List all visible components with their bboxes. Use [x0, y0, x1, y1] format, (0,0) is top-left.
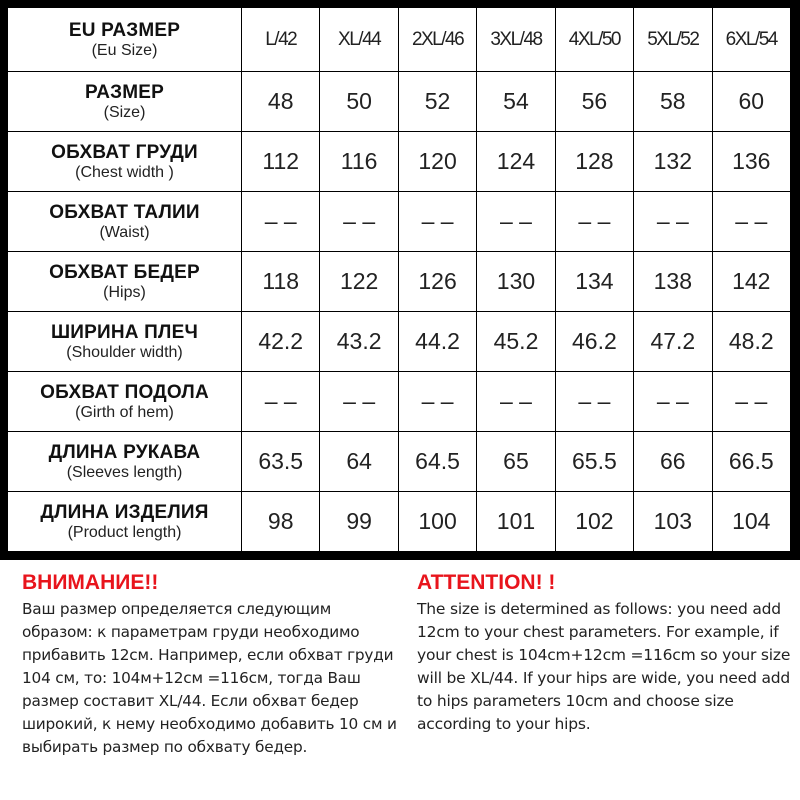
table-row: [8, 312, 791, 372]
value-cell: 50: [320, 72, 398, 132]
value-cell: – –: [555, 192, 633, 252]
table-row: [8, 132, 791, 192]
value-cell: 63.5: [242, 432, 320, 492]
notes-section: [0, 560, 800, 800]
row-label-en: (Chest width ): [75, 163, 174, 181]
value-cell: 122: [320, 252, 398, 312]
value-cell: 64.5: [398, 432, 476, 492]
table-row: [8, 492, 791, 552]
value-cell: 104: [712, 492, 790, 552]
size-header-cell: 5XL/52: [634, 8, 712, 72]
size-header-cell: L/42: [242, 8, 320, 72]
value-cell: 56: [555, 72, 633, 132]
value-cell: 120: [398, 132, 476, 192]
row-label-cell: [8, 372, 242, 432]
value-cell: – –: [320, 192, 398, 252]
value-cell: 142: [712, 252, 790, 312]
value-cell: 126: [398, 252, 476, 312]
value-cell: 42.2: [242, 312, 320, 372]
value-cell: 112: [242, 132, 320, 192]
value-cell: 103: [634, 492, 712, 552]
row-label-cell: [8, 252, 242, 312]
row-label-ru: ОБХВАТ ГРУДИ: [51, 141, 198, 163]
value-cell: 65: [477, 432, 555, 492]
value-cell: 65.5: [555, 432, 633, 492]
value-cell: 60: [712, 72, 790, 132]
row-label-ru: ОБХВАТ ПОДОЛА: [40, 381, 209, 403]
header-label-ru: EU РАЗМЕР: [68, 19, 181, 41]
row-label-ru: ДЛИНА РУКАВА: [48, 441, 201, 463]
row-label-cell: [8, 72, 242, 132]
row-label-cell: [8, 192, 242, 252]
value-cell: 48.2: [712, 312, 790, 372]
row-label-ru: ОБХВАТ БЕДЕР: [49, 261, 200, 283]
value-cell: – –: [242, 192, 320, 252]
row-label-cell: [8, 492, 242, 552]
note-english-title: ATTENTION! !: [417, 571, 556, 594]
value-cell: 99: [320, 492, 398, 552]
value-cell: 47.2: [634, 312, 712, 372]
row-label-ru: РАЗМЕР: [85, 81, 164, 103]
value-cell: 102: [555, 492, 633, 552]
value-cell: 134: [555, 252, 633, 312]
row-label-en: (Hips): [103, 283, 146, 301]
row-label-cell: [8, 132, 242, 192]
table-row: [8, 432, 791, 492]
value-cell: 66.5: [712, 432, 790, 492]
header-label-cell: [8, 8, 242, 72]
header-label-en: (Eu Size): [91, 41, 158, 59]
value-cell: 52: [398, 72, 476, 132]
row-label-en: (Size): [103, 103, 146, 121]
note-russian: [22, 570, 402, 759]
value-cell: – –: [477, 372, 555, 432]
row-label-en: (Product length): [67, 523, 182, 541]
row-label-ru: ШИРИНА ПЛЕЧ: [50, 321, 198, 343]
row-label-ru: ДЛИНА ИЗДЕЛИЯ: [40, 501, 209, 523]
value-cell: 138: [634, 252, 712, 312]
note-russian-body: Ваш размер определяется следующим образом: к параметрам груди необходимо прибавить 12см. Например, если обхват груди 104 см, то: 104м+12см =116см, тогда Ваш размер составит XL/44. Если обхват бедер широкий, к нему необходимо добавить 10 см и выбирать размер по обхвату бедер.: [22, 600, 397, 756]
value-cell: 66: [634, 432, 712, 492]
value-cell: 54: [477, 72, 555, 132]
table-header-row: [8, 8, 791, 72]
value-cell: 128: [555, 132, 633, 192]
row-label-cell: [8, 312, 242, 372]
size-header-cell: 2XL/46: [398, 8, 476, 72]
value-cell: 43.2: [320, 312, 398, 372]
value-cell: 101: [477, 492, 555, 552]
note-russian-title: ВНИМАНИЕ!!: [22, 571, 159, 594]
row-label-cell: [8, 432, 242, 492]
row-label-en: (Waist): [99, 223, 150, 241]
value-cell: 100: [398, 492, 476, 552]
value-cell: 116: [320, 132, 398, 192]
row-label-en: (Shoulder width): [66, 343, 183, 361]
table-row: [8, 372, 791, 432]
value-cell: – –: [477, 192, 555, 252]
table-row: [8, 252, 791, 312]
value-cell: – –: [555, 372, 633, 432]
value-cell: – –: [320, 372, 398, 432]
size-header-cell: 3XL/48: [477, 8, 555, 72]
value-cell: 44.2: [398, 312, 476, 372]
value-cell: – –: [398, 372, 476, 432]
value-cell: 58: [634, 72, 712, 132]
value-cell: – –: [634, 372, 712, 432]
value-cell: 132: [634, 132, 712, 192]
size-chart-table: [7, 7, 791, 552]
value-cell: 46.2: [555, 312, 633, 372]
value-cell: 124: [477, 132, 555, 192]
size-header-cell: 4XL/50: [555, 8, 633, 72]
table-row: [8, 192, 791, 252]
row-label-en: (Sleeves length): [66, 463, 183, 481]
value-cell: – –: [242, 372, 320, 432]
row-label-en: (Girth of hem): [75, 403, 174, 421]
value-cell: 48: [242, 72, 320, 132]
size-header-cell: 6XL/54: [712, 8, 790, 72]
value-cell: 98: [242, 492, 320, 552]
note-english-body: The size is determined as follows: you need add 12cm to your chest parameters. For example, if your chest is 104cm+12cm =116cm so your size will be XL/44. If your hips are wide, you need add to hips parameters 10cm and choose size according to your hips.: [417, 600, 791, 733]
value-cell: 130: [477, 252, 555, 312]
value-cell: – –: [634, 192, 712, 252]
row-label-ru: ОБХВАТ ТАЛИИ: [49, 201, 200, 223]
value-cell: 118: [242, 252, 320, 312]
size-header-cell: XL/44: [320, 8, 398, 72]
note-english: [417, 570, 797, 736]
value-cell: – –: [398, 192, 476, 252]
value-cell: 136: [712, 132, 790, 192]
value-cell: – –: [712, 372, 790, 432]
value-cell: 45.2: [477, 312, 555, 372]
value-cell: – –: [712, 192, 790, 252]
table-row: [8, 72, 791, 132]
value-cell: 64: [320, 432, 398, 492]
